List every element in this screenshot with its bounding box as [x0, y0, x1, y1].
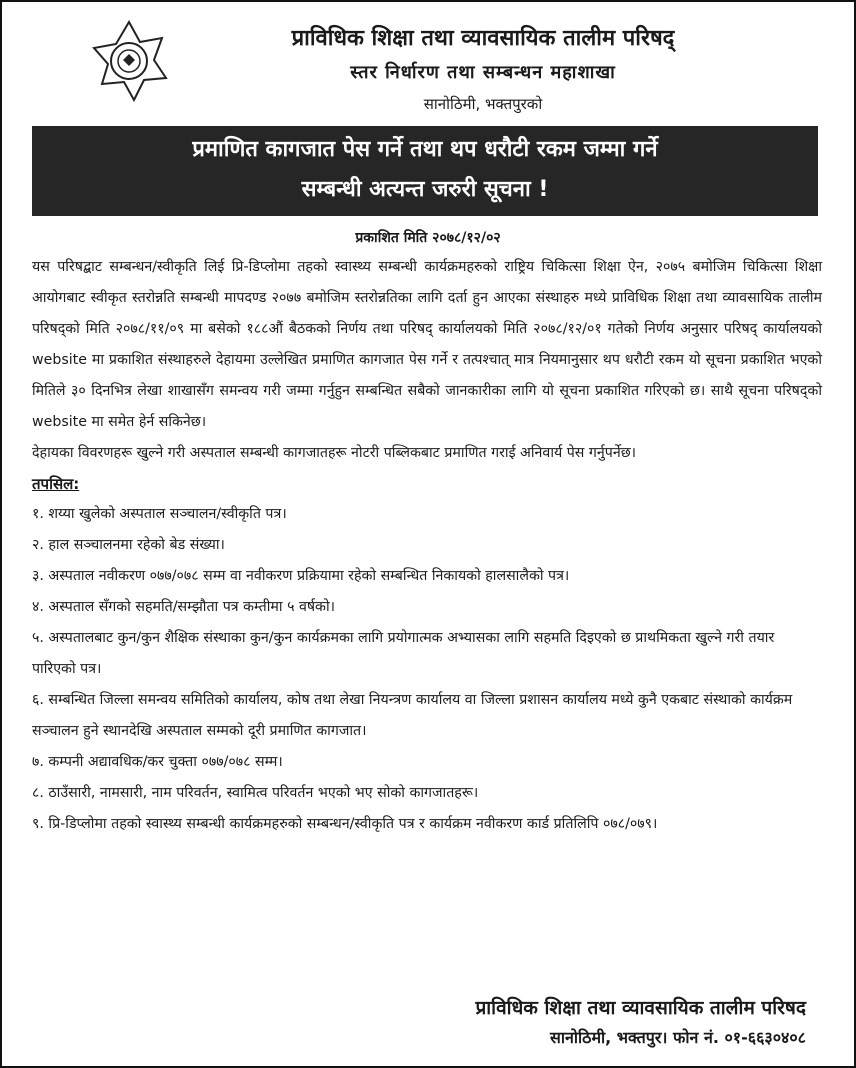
list-item: २. हाल सञ्चालनमा रहेको बेड संख्या। — [32, 537, 225, 553]
notice-title-line-2: सम्बन्धी अत्यन्त जरुरी सूचना ! — [301, 177, 549, 202]
list-item: ८. ठाउँसारी, नामसारी, नाम परिवर्तन, स्वामित्व परिवर्तन भएको भए सोको कागजातहरू। — [32, 785, 479, 801]
notice-title-line-1: प्रमाणित कागजात पेस गर्ने तथा थप धरौटी रकम जम्मा गर्ने — [192, 137, 658, 162]
list-item: ९. प्रि-डिप्लोमा तहको स्वास्थ्य सम्बन्धी कार्यक्रमहरुको सम्बन्धन/स्वीकृति पत्र र कार्यक्रम नवीकरण कार्ड प्रतिलिपि ०७८/०७९। — [32, 816, 658, 832]
org-name: प्राविधिक शिक्षा तथा व्यावसायिक तालीम परिषद् — [291, 26, 675, 51]
notice-header — [2, 2, 854, 120]
org-address: सानोठिमी, भक्तपुरको — [423, 95, 543, 113]
requirements-list — [32, 499, 822, 840]
list-item: ३. अस्पताल नवीकरण ०७७/०७८ सम्म वा नवीकरण प्रक्रियामा रहेको सम्बन्धित निकायको हालसालैको पत्र। — [32, 568, 570, 584]
publication-date: प्रकाशित मिति २०७८/१२/०२ — [355, 230, 501, 246]
notice-title-banner — [32, 126, 818, 216]
list-item: ४. अस्पताल सँगको सहमति/सम्झौता पत्र कम्तीमा ५ वर्षको। — [32, 599, 336, 615]
notice-body — [32, 252, 822, 840]
list-item: ७. कम्पनी अद्यावधिक/कर चुक्ता ०७७/०७८ सम्म। — [32, 754, 283, 770]
list-item: ६. सम्बन्धित जिल्ला समन्वय समितिको कार्यालय, कोष तथा लेखा नियन्त्रण कार्यालय वा जिल्ला प्रशासन कार्यालय मध्ये कुनै एकबाट संस्थाको कार्यक्रम सञ्चालन हुने स्थानदेखि अस्पताल सम्मको दूरी प्रमाणित कागजात। — [32, 692, 793, 739]
notice-footer — [475, 992, 806, 1052]
footer-org-name: प्राविधिक शिक्षा तथा व्यावसायिक तालीम परिषद — [475, 997, 806, 1019]
body-paragraph-2: देहायका विवरणहरू खुल्ने गरी अस्पताल सम्बन्धी कागजातहरू नोटरी पब्लिकबाट प्रमाणित गराई अनिवार्य पेस गर्नुपर्नेछ। — [32, 445, 637, 461]
list-item: ५. अस्पतालबाट कुन/कुन शैक्षिक संस्थाका कुन/कुन कार्यक्रमका लागि प्रयोगात्मक अभ्यासका लागि सहमति दिइएको छ प्राथमिकता खुल्ने गरी तयार पारिएको पत्र। — [32, 630, 775, 677]
list-item: १. शय्या खुलेको अस्पताल सञ्चालन/स्वीकृति पत्र। — [32, 506, 287, 522]
body-paragraph-1: यस परिषद्बाट सम्बन्धन/स्वीकृति लिई प्रि-डिप्लोमा तहको स्वास्थ्य सम्बन्धी कार्यक्रमहरुको राष्ट्रिय चिकित्सा शिक्षा ऐन, २०७५ बमोजिम चिकित्सा शिक्षा आयोगबाट स्वीकृत स्तरोन्नति सम्बन्धी मापदण्ड २०७७ बमोजिम स्तरोन्नतिका लागि दर्ता हुन आएका संस्थाहरु मध्ये प्राविधिक शिक्षा तथा व्यावसायिक तालीम परिषद्को मिति २०७८/११/०९ मा बसेको १८८औं बैठकको निर्णय तथा परिषद् कार्यालयको मिति २०७८/१२/०१ गतेको निर्णय अनुसार परिषद् कार्यालयको website मा प्रकाशित संस्थाहरुले देहायमा उल्लेखित प्रमाणित कागजात पेस गर्ने र तत्पश्चात् मात्र नियमानुसार थप धरौटी रकम यो सूचना प्रकाशित भएको मितिले ३० दिनभित्र लेखा शाखासँग समन्वय गरी जम्मा गर्नुहुन सम्बन्धित सबैको जानकारीका लागि यो सूचना प्रकाशित गरिएको छ। साथै सूचना परिषद्को website मा समेत हेर्न सकिनेछ। — [32, 259, 822, 430]
division-name: स्तर निर्धारण तथा सम्बन्धन महाशाखा — [350, 62, 616, 83]
footer-address-phone: सानोठिमी, भक्तपुर। फोन नं. ०१-६६३०४०८ — [550, 1028, 806, 1047]
tapsil-heading: तपसिल: — [32, 475, 80, 493]
